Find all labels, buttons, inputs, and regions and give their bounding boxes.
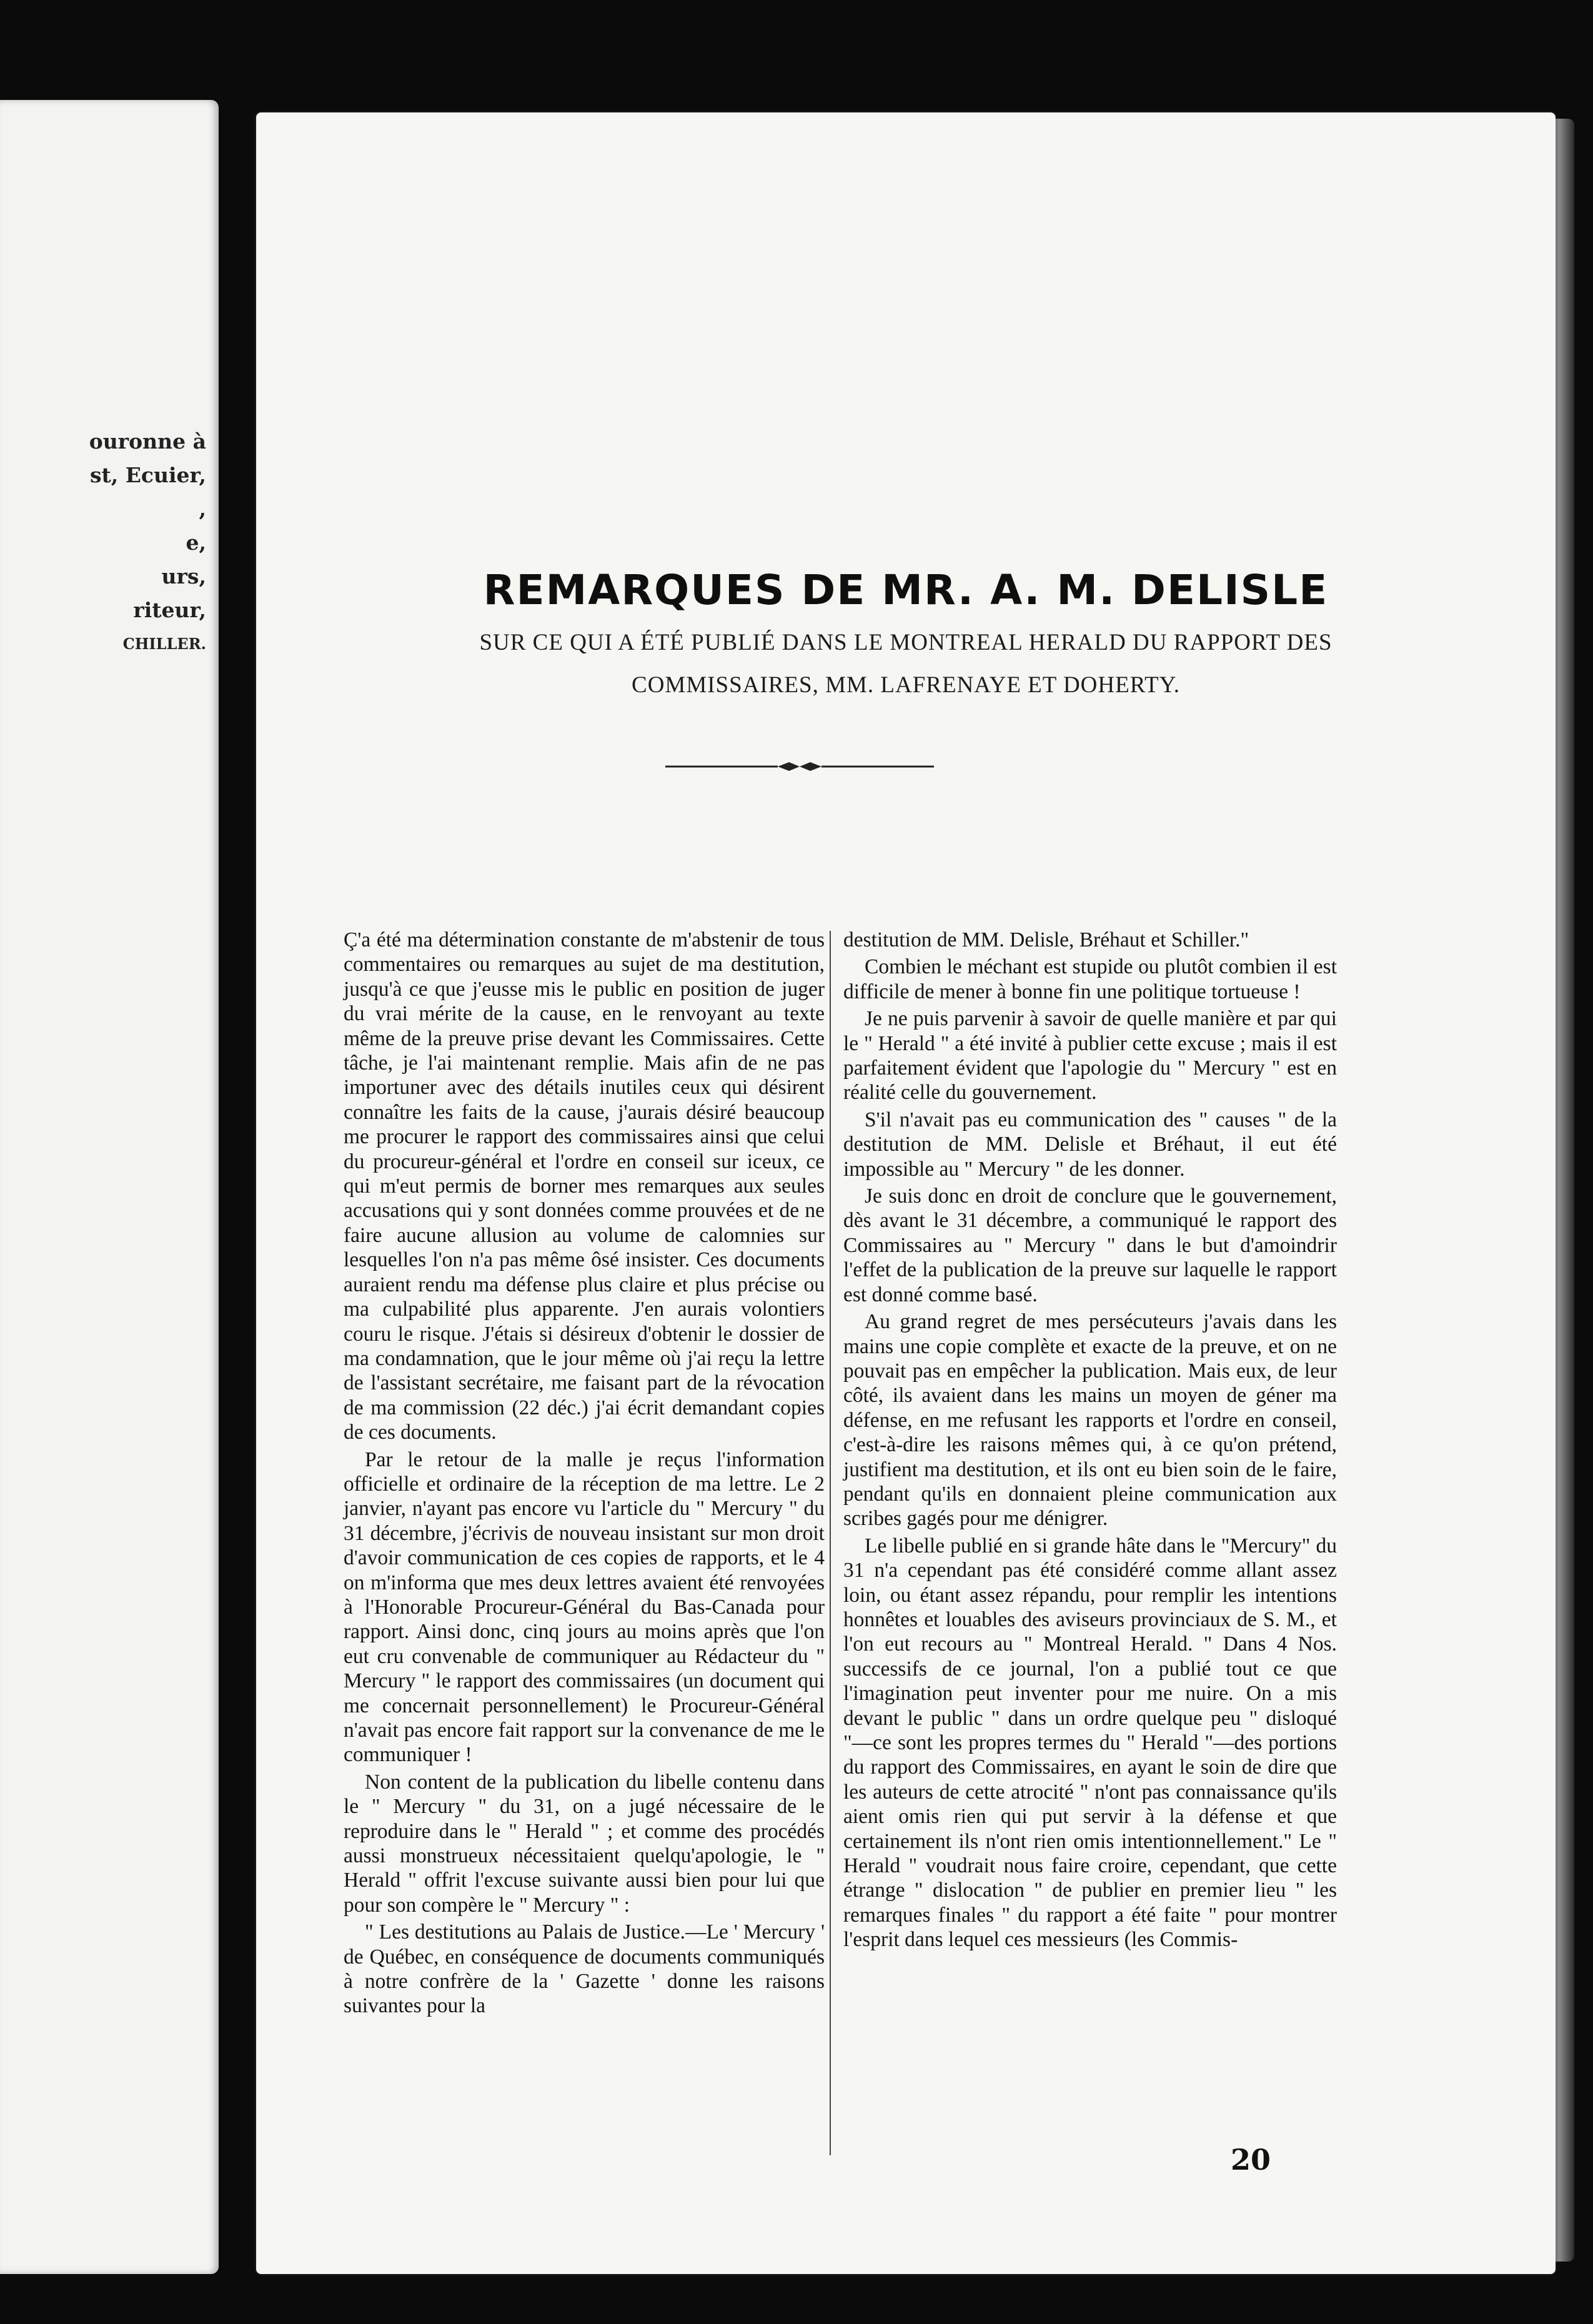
paragraph: destitution de MM. Delisle, Bréhaut et Schiller."	[843, 928, 1249, 951]
paragraph: Au grand regret de mes persécuteurs j'avais dans les mains une copie complète et exacte de la preuve, et on ne pouvait pas en empêcher la publication. Mais eux, de leur côté, ils avaient dans les mains un moyen de géner ma défense, en me refusant les rapports et l'ordre en conseil, c'est-à-dire les raisons mêmes qui, à ce qu'on prétend, justifient ma destitution, et ils ont eu bien soin de le faire, pendant qu'ils en donnaient pleine communication aux scribes gagés pour me dénigrer.	[843, 1310, 1337, 1531]
text-column-right	[843, 928, 1337, 1952]
column-divider	[830, 931, 831, 2155]
paragraph: " Les destitutions au Palais de Justice.—Le ' Mercury ' de Québec, en conséquence de documents communiqués à notre confrère de la ' Gazette ' donne les raisons suivantes pour la	[344, 1920, 825, 2018]
facing-line: ,	[199, 497, 206, 521]
paragraph: Le libelle publié en si grande hâte dans le "Mercury" du 31 n'a cependant pas été considéré comme allant assez loin, ou étant assez répandu, pour remplir les intentions honnêtes et louables des aviseurs provinciaux de S. M., et l'on eut recours au " Montreal Herald. " Dans 4 Nos. successifs de ce journal, l'on a publié tout ce que l'imagination peut inventer pour me nuire. On a mis devant le public " dans un ordre quelque peu " disloqué "—ce sont les propres termes du " Herald "—des portions du rapport des Commissaires, en ayant le soin de dire que les auteurs de cette atrocité " n'ont pas connaissance qu'ils aient omis rien qui put servir à la défense et que certainement ils n'ont rien omis intentionnellement." Le " Herald " voudrait nous faire croire, cependant, que cette étrange " dislocation " de publier en premier lieu " les remarques finales " du rapport a été faite " pour montrer l'esprit dans lequel ces messieurs (les Commis-	[843, 1534, 1337, 1952]
facing-line: e,	[186, 530, 206, 555]
document-title: REMARQUES DE MR. A. M. DELISLE	[483, 566, 1329, 614]
facing-line: urs,	[161, 564, 206, 588]
text-column-left	[344, 928, 825, 2019]
main-page	[256, 112, 1556, 2274]
facing-page-left	[0, 100, 219, 2274]
subtitle-line-1: SUR CE QUI A ÉTÉ PUBLIÉ DANS LE MONTREAL HERALD DU RAPPORT DES	[479, 630, 1332, 655]
subtitle-line-2: COMMISSAIRES, MM. LAFRENAYE ET DOHERTY.	[632, 672, 1180, 698]
paragraph: Ç'a été ma détermination constante de m'abstenir de tous commentaires ou remarques au sujet de ma destitution, jusqu'à ce que j'eusse mis le public en position de juger du vrai mérite de la cause, en le renvoyant au texte même de la preuve prise devant les Commissaires. Cette tâche, je l'ai maintenant remplie. Mais afin de ne pas importuner avec des détails inutiles ceux qui désirent connaître les faits de la cause, j'aurais désiré beaucoup me procurer le rapport des commissaires ainsi que celui du procureur-général et l'ordre en conseil sur iceux, ce qui m'eut permis de borner mes remarques aux seules accusations qui y sont données comme prouvées et de ne faire aucune allusion au volume de calomnies sur lesquelles l'on n'a pas même ôsé insister. Ces documents auraient rendu ma défense plus claire et plus précise ou ma culpabilité plus apparente. J'en aurais volontiers couru le risque. J'étais si désireux d'obtenir le dossier de ma condamnation, que le jour même où j'ai reçu la lettre de l'assistant secrétaire, me faisant part de la révocation de ma commission (22 déc.) j'ai écrit demandant copies de ces documents.	[344, 928, 825, 1444]
page-number: 20	[1231, 2143, 1271, 2177]
facing-line: st, Ecuier,	[89, 463, 206, 487]
paragraph: Non content de la publication du libelle contenu dans le " Mercury " du 31, on a jugé nécessaire de le reproduire dans le " Herald " ; et comme des procédés aussi monstrueux nécessitaient quelqu'apologie, le " Herald " offrit l'excuse suivante aussi bien pour lui que pour son compère le " Mercury " :	[344, 1770, 825, 1917]
facing-page-text	[0, 425, 206, 661]
facing-line: ouronne à	[89, 429, 206, 454]
facing-line: CHILLER.	[122, 635, 206, 653]
document-subtitle	[319, 622, 1493, 707]
paragraph: Par le retour de la malle je reçus l'information officielle et ordinaire de la réception de ma lettre. Le 2 janvier, n'ayant pas encore vu l'article du " Mercury " du 31 décembre, j'écrivis de nouveau insistant sur mon droit d'avoir communication de ces copies de rapports, et le 4 on m'informa que mes deux lettres avaient été renvoyées à l'Honorable Procureur-Général du Bas-Canada pour rapport. Ainsi donc, cinq jours au moins après que l'on eut cru convenable de communiquer au Rédacteur du " Mercury " le rapport des commissaires (un document qui me concernait personnellement) le Procureur-Général n'avait pas encore fait rapport sur la convenance de me le communiquer !	[344, 1448, 825, 1767]
facing-line: riteur,	[133, 598, 206, 622]
paragraph: Je suis donc en droit de conclure que le gouvernement, dès avant le 31 décembre, a communiqué le rapport des Commissaires au " Mercury " dans le but d'amoindrir l'effet de la publication de la preuve sur laquelle le rapport est donné comme basé.	[843, 1184, 1337, 1306]
paragraph: Je ne puis parvenir à savoir de quelle manière et par qui le " Herald " a été invité à publier cette excuse ; mais il est parfaitement évident que l'apologie du " Mercury " est en réalité celle du gouvernement.	[843, 1007, 1337, 1105]
paragraph: Combien le méchant est stupide ou plutôt combien il est difficile de mener à bonne fin une politique tortueuse !	[843, 955, 1337, 1003]
paragraph: S'il n'avait pas eu communication des " causes " de la destitution de MM. Delisle et Bréhaut, il eut été impossible au " Mercury " de les donner.	[843, 1108, 1337, 1181]
ornament-divider-icon	[665, 759, 934, 774]
